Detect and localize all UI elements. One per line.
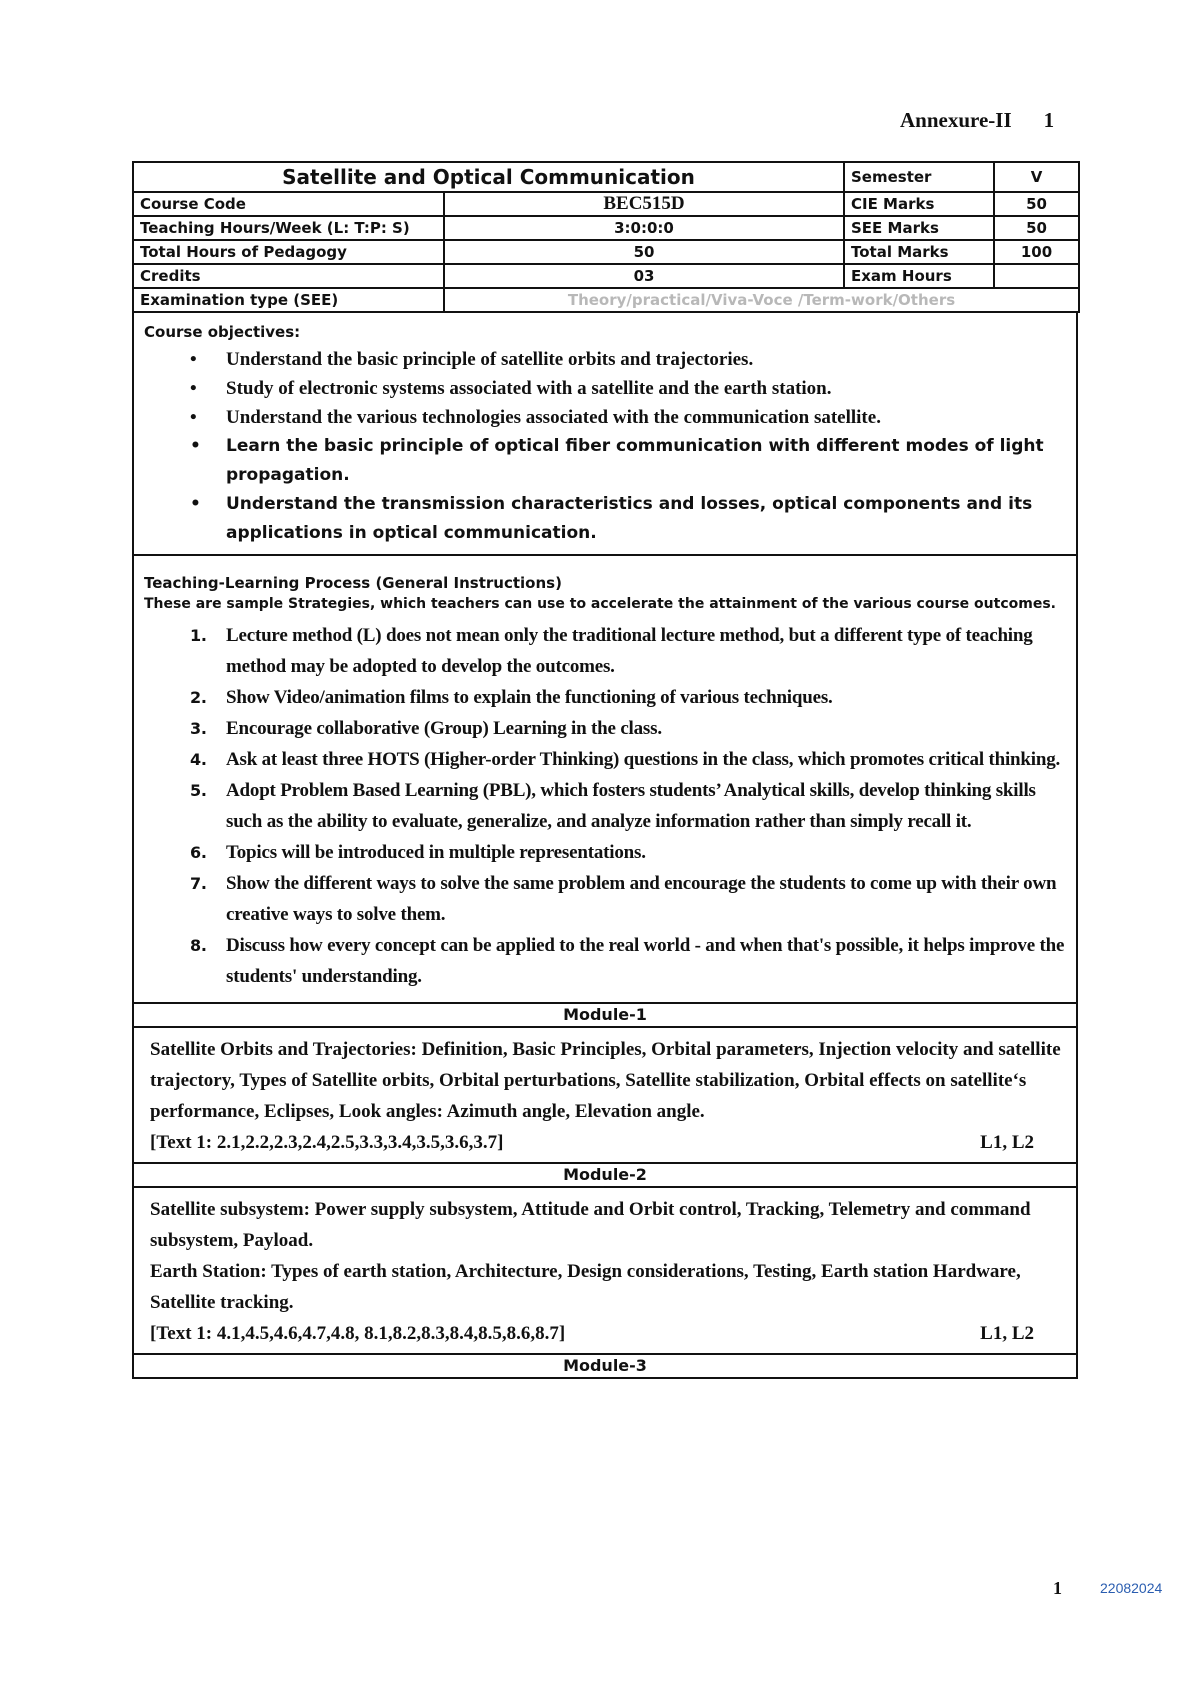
annexure-label: Annexure-II [900, 108, 1012, 132]
row-meta-label: CIE Marks [844, 192, 994, 216]
list-item [190, 744, 1066, 775]
row-label: Credits [133, 264, 444, 288]
item-text: Show the different ways to solve the same problem and encourage the students to come up with their own creative ways to solve them. [226, 873, 1057, 925]
list-item: • Study of electronic systems associated with a satellite and the earth station. [226, 374, 1066, 403]
list-item [190, 930, 1066, 992]
list-item: • Understand the various technologies associated with the communication satellite. [226, 403, 1066, 432]
table-row [133, 192, 1079, 216]
row-meta-value [994, 264, 1079, 288]
semester-value: V [994, 162, 1079, 192]
module-2-text-1: Power supply subsystem, Attitude and Orbit control, Tracking, Telemetry and command subsystem, Payload. [150, 1199, 1031, 1251]
module-1-heading: Module-1 [134, 1002, 1076, 1026]
module-1-reference-row [150, 1127, 1062, 1158]
list-item [190, 837, 1066, 868]
semester-label: Semester [844, 162, 994, 192]
row-meta-label: SEE Marks [844, 216, 994, 240]
item-number: 2. [190, 688, 207, 707]
module-2-subsystem [150, 1194, 1062, 1256]
module-2-levels: L1, L2 [980, 1323, 1034, 1344]
row-label: Teaching Hours/Week (L: T:P: S) [133, 216, 444, 240]
row-value: BEC515D [444, 192, 844, 216]
course-info-table [132, 161, 1080, 313]
module-1-body [134, 1026, 1076, 1162]
table-row [133, 216, 1079, 240]
row-value: 50 [444, 240, 844, 264]
annexure-page-number: 1 [1043, 108, 1055, 132]
module-2-heading: Module-2 [134, 1162, 1076, 1186]
list-item [190, 868, 1066, 930]
module-1-title: Satellite Orbits and Trajectories: [150, 1039, 417, 1060]
item-text: Discuss how every concept can be applied to the real world - and when that's possible, it helps improve the students' understanding. [226, 935, 1065, 987]
annexure-header [900, 108, 1054, 133]
row-meta-value: 100 [994, 240, 1079, 264]
module-2-reference: [Text 1: 4.1,4.5,4.6,4.7,4.8, 8.1,8.2,8.3,8.4,8.5,8.6,8.7] [150, 1323, 566, 1344]
table-row [133, 264, 1079, 288]
item-number: 8. [190, 936, 207, 955]
module-1-text: Definition, Basic Principles, Orbital parameters, Injection velocity and satellite trajectory, Types of Satellite orbits, Orbital perturbations, Satellite stabilization, Orbital effects on satellite‘s performance, Eclipses, Look angles: Azimuth angle, Elevation angle. [150, 1039, 1061, 1122]
footer-code: 22082024 [1100, 1580, 1163, 1596]
item-text: Ask at least three HOTS (Higher-order Thinking) questions in the class, which promotes critical thinking. [226, 749, 1061, 770]
teaching-heading: Teaching-Learning Process (General Instructions) [144, 574, 562, 592]
row-meta-label: Total Marks [844, 240, 994, 264]
module-2-title-2: Earth Station: [150, 1261, 267, 1282]
course-title: Satellite and Optical Communication [133, 162, 844, 192]
list-item [190, 775, 1066, 837]
item-number: 7. [190, 874, 207, 893]
course-title-row [133, 162, 1079, 192]
row-label: Total Hours of Pedagogy [133, 240, 444, 264]
content-box [132, 313, 1078, 1379]
exam-type-row [133, 288, 1079, 312]
row-value: 03 [444, 264, 844, 288]
list-item: • Understand the transmission characteristics and losses, optical components and its applications in optical communication. [226, 490, 1066, 548]
teaching-learning-section [134, 554, 1076, 1002]
list-item [190, 620, 1066, 682]
objectives-heading: Course objectives: [144, 323, 301, 341]
item-text: Adopt Problem Based Learning (PBL), which fosters students’ Analytical skills, develop thinking skills such as the ability to evaluate, generalize, and analyze information rather than simply recall it. [226, 780, 1036, 832]
list-item [190, 713, 1066, 744]
module-1-levels: L1, L2 [980, 1132, 1034, 1153]
item-number: 6. [190, 843, 207, 862]
footer-page-number: 1 [1053, 1578, 1062, 1598]
row-meta-value: 50 [994, 216, 1079, 240]
objectives-list [144, 345, 1066, 548]
module-1-description [150, 1034, 1062, 1127]
item-text: Show Video/animation films to explain the functioning of various techniques. [226, 687, 833, 708]
list-item: • Understand the basic principle of satellite orbits and trajectories. [226, 345, 1066, 374]
table-row [133, 240, 1079, 264]
module-3-heading: Module-3 [134, 1353, 1076, 1377]
item-number: 3. [190, 719, 207, 738]
item-number: 1. [190, 626, 207, 645]
item-text: Lecture method (L) does not mean only the traditional lecture method, but a different type of teaching method may be adopted to develop the outcomes. [226, 625, 1033, 677]
teaching-list [144, 620, 1066, 992]
exam-type-label: Examination type (SEE) [133, 288, 444, 312]
module-2-title-1: Satellite subsystem: [150, 1199, 310, 1220]
item-text: Topics will be introduced in multiple representations. [226, 842, 646, 863]
module-2-text-2: Types of earth station, Architecture, Design considerations, Testing, Earth station Hardware, Satellite tracking. [150, 1261, 1021, 1313]
row-meta-value: 50 [994, 192, 1079, 216]
module-1-reference: [Text 1: 2.1,2.2,2.3,2.4,2.5,3.3,3.4,3.5,3.6,3.7] [150, 1132, 504, 1153]
row-label: Course Code [133, 192, 444, 216]
item-number: 5. [190, 781, 207, 800]
module-2-earth-station [150, 1256, 1062, 1318]
module-2-reference-row [150, 1318, 1062, 1349]
item-text: Encourage collaborative (Group) Learning in the class. [226, 718, 662, 739]
course-objectives-section [134, 313, 1076, 554]
item-number: 4. [190, 750, 207, 769]
teaching-description: These are sample Strategies, which teachers can use to accelerate the attainment of the various course outcomes. [144, 596, 1056, 612]
row-value: 3:0:0:0 [444, 216, 844, 240]
module-2-body [134, 1186, 1076, 1353]
list-item: • Learn the basic principle of optical fiber communication with different modes of light propagation. [226, 432, 1066, 490]
row-meta-label: Exam Hours [844, 264, 994, 288]
list-item [190, 682, 1066, 713]
exam-type-value: Theory/practical/Viva-Voce /Term-work/Others [444, 288, 1079, 312]
syllabus-frame [132, 161, 1078, 1379]
